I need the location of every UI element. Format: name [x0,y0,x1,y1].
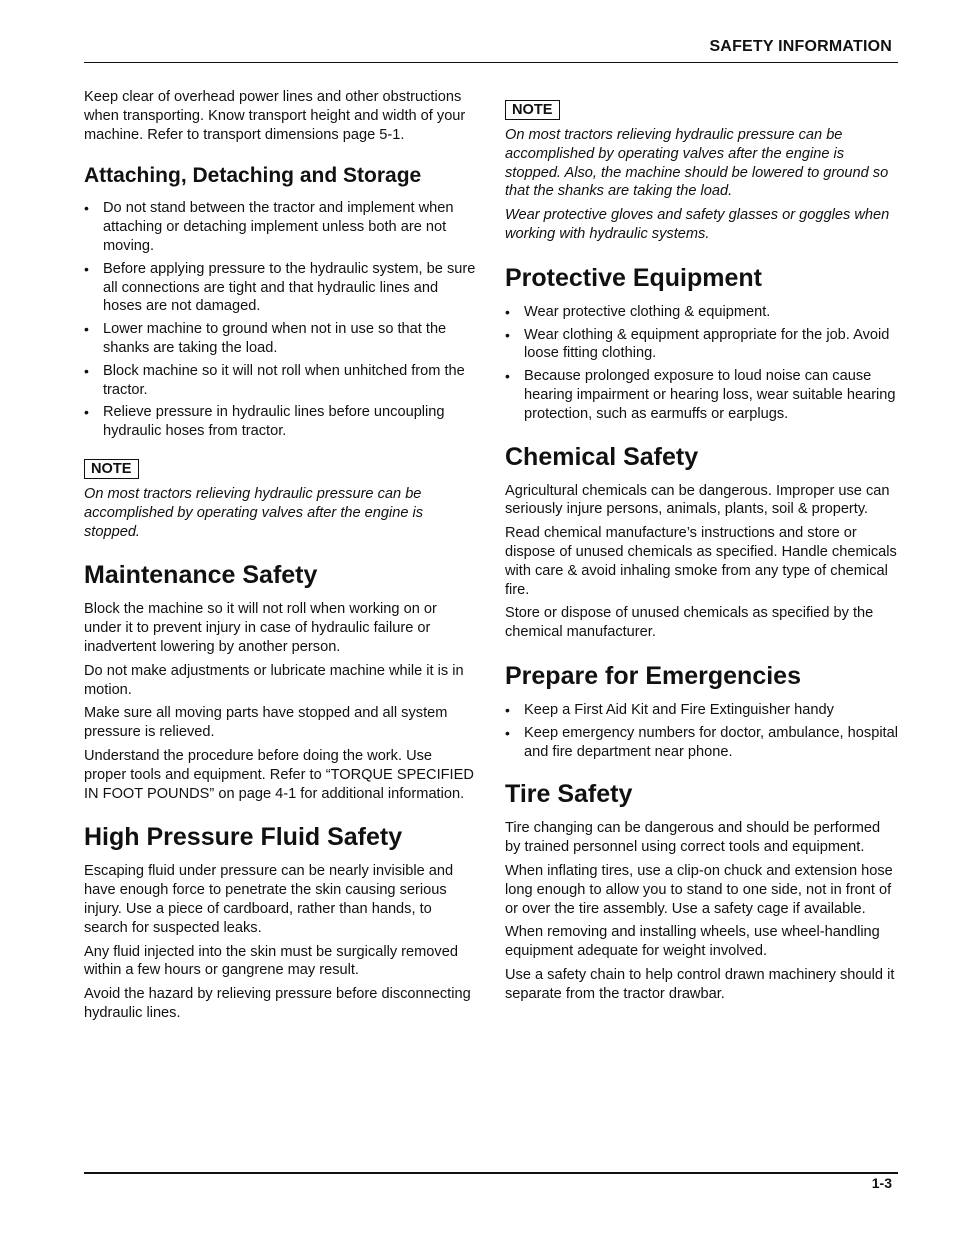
maintenance-paragraph: Do not make adjustments or lubricate machine while it is in motion. [84,662,464,698]
transport-paragraph: Keep clear of overhead power lines and other obstructions when transporting. Know transport height and width of your machine. Refer to transport dimensions page 5-1. [84,89,466,143]
note-label: NOTE [84,459,139,479]
list-item: • Relieve pressure in hydraulic lines before uncoupling hydraulic hoses from tractor. [84,403,476,441]
note-text: On most tractors relieving hydraulic pressure can be accomplished by operating valves after the engine is stopped. [84,485,424,540]
list-item: • Before applying pressure to the hydraulic system, be sure all connections are tight and that hydraulic lines and hoses are not damaged. [84,260,476,316]
footer-rule [84,1172,898,1174]
list-item: • Keep emergency numbers for doctor, ambulance, hospital and fire department near phone. [505,724,898,762]
chemical-paragraph: Store or dispose of unused chemicals as specified by the chemical manufacturer. [505,605,874,641]
tire-paragraph: Tire changing can be dangerous and should be performed by trained personnel using correct tools and equipment. [505,820,881,856]
tire-heading: Tire Safety [505,780,633,809]
emergencies-heading: Prepare for Emergencies [505,661,801,690]
chemical-paragraph: Agricultural chemicals can be dangerous. Improper use can seriously injure persons, animals, plants, soil & property. [505,482,890,518]
page-header-title: SAFETY INFORMATION [709,38,892,55]
right-column [505,100,898,1009]
protective-list [505,303,898,424]
chemical-heading: Chemical Safety [505,442,699,471]
maintenance-paragraph: Make sure all moving parts have stopped and all system pressure is relieved. [84,705,448,741]
high-pressure-paragraph: Any fluid injected into the skin must be surgically removed within a few hours or gangrene may result. [84,943,458,979]
protective-heading: Protective Equipment [505,263,762,292]
note-text: On most tractors relieving hydraulic pressure can be accomplished by operating valves after the engine is stopped. Also, the machine should be lowered to ground so that the shanks are taking the load. [505,127,889,200]
list-item: • Lower machine to ground when not in use so that the shanks are taking the load. [84,320,476,358]
maintenance-paragraph: Understand the procedure before doing the work. Use proper tools and equipment. Refer to “TORQUE SPECIFIED IN FOOT POUNDS” on page 4-1 for additional information. [84,747,474,802]
list-item: • Keep a First Aid Kit and Fire Extinguisher handy [505,701,898,720]
list-item: • Wear protective clothing & equipment. [505,303,898,322]
attaching-heading: Attaching, Detaching and Storage [84,164,422,188]
attaching-list [84,199,476,441]
list-item: • Block machine so it will not roll when unhitched from the tractor. [84,362,476,400]
page-number: 1-3 [871,1175,892,1191]
tire-paragraph: When removing and installing wheels, use wheel-handling equipment adequate for weight involved. [505,924,880,960]
emergencies-list [505,701,898,761]
high-pressure-heading: High Pressure Fluid Safety [84,823,403,852]
high-pressure-paragraph: Escaping fluid under pressure can be nearly invisible and have enough force to penetrate the skin causing serious injury. Use a piece of cardboard, rather than hands, to search for suspected leaks. [84,863,454,936]
left-column [84,88,476,1028]
tire-paragraph: Use a safety chain to help control drawn machinery should it separate from the tractor drawbar. [505,966,895,1002]
list-item: • Do not stand between the tractor and implement when attaching or detaching implement unless both are not moving. [84,199,476,255]
header-rule [84,62,898,63]
note-text: Wear protective gloves and safety glasses or goggles when working with hydraulic systems. [505,207,890,242]
tire-paragraph: When inflating tires, use a clip-on chuck and extension hose long enough to allow you to stand to one side, not in front of or over the tire assembly. Use a safety cage if available. [505,862,893,917]
note-label: NOTE [505,100,560,120]
high-pressure-paragraph: Avoid the hazard by relieving pressure before disconnecting hydraulic lines. [84,986,471,1021]
list-item: • Because prolonged exposure to loud noise can cause hearing impairment or hearing loss, wear suitable hearing protection, such as earmuffs or earplugs. [505,367,898,423]
maintenance-heading: Maintenance Safety [84,561,318,590]
list-item: • Wear clothing & equipment appropriate for the job. Avoid loose fitting clothing. [505,326,898,364]
chemical-paragraph: Read chemical manufacture’s instructions and store or dispose of unused chemicals as specified. Handle chemicals with care & avoid inhaling smoke from any type of chemical fire. [505,525,897,598]
maintenance-paragraph: Block the machine so it will not roll when working on or under it to prevent injury in case of hydraulic failure or inadvertent lowering by another person. [84,601,437,655]
